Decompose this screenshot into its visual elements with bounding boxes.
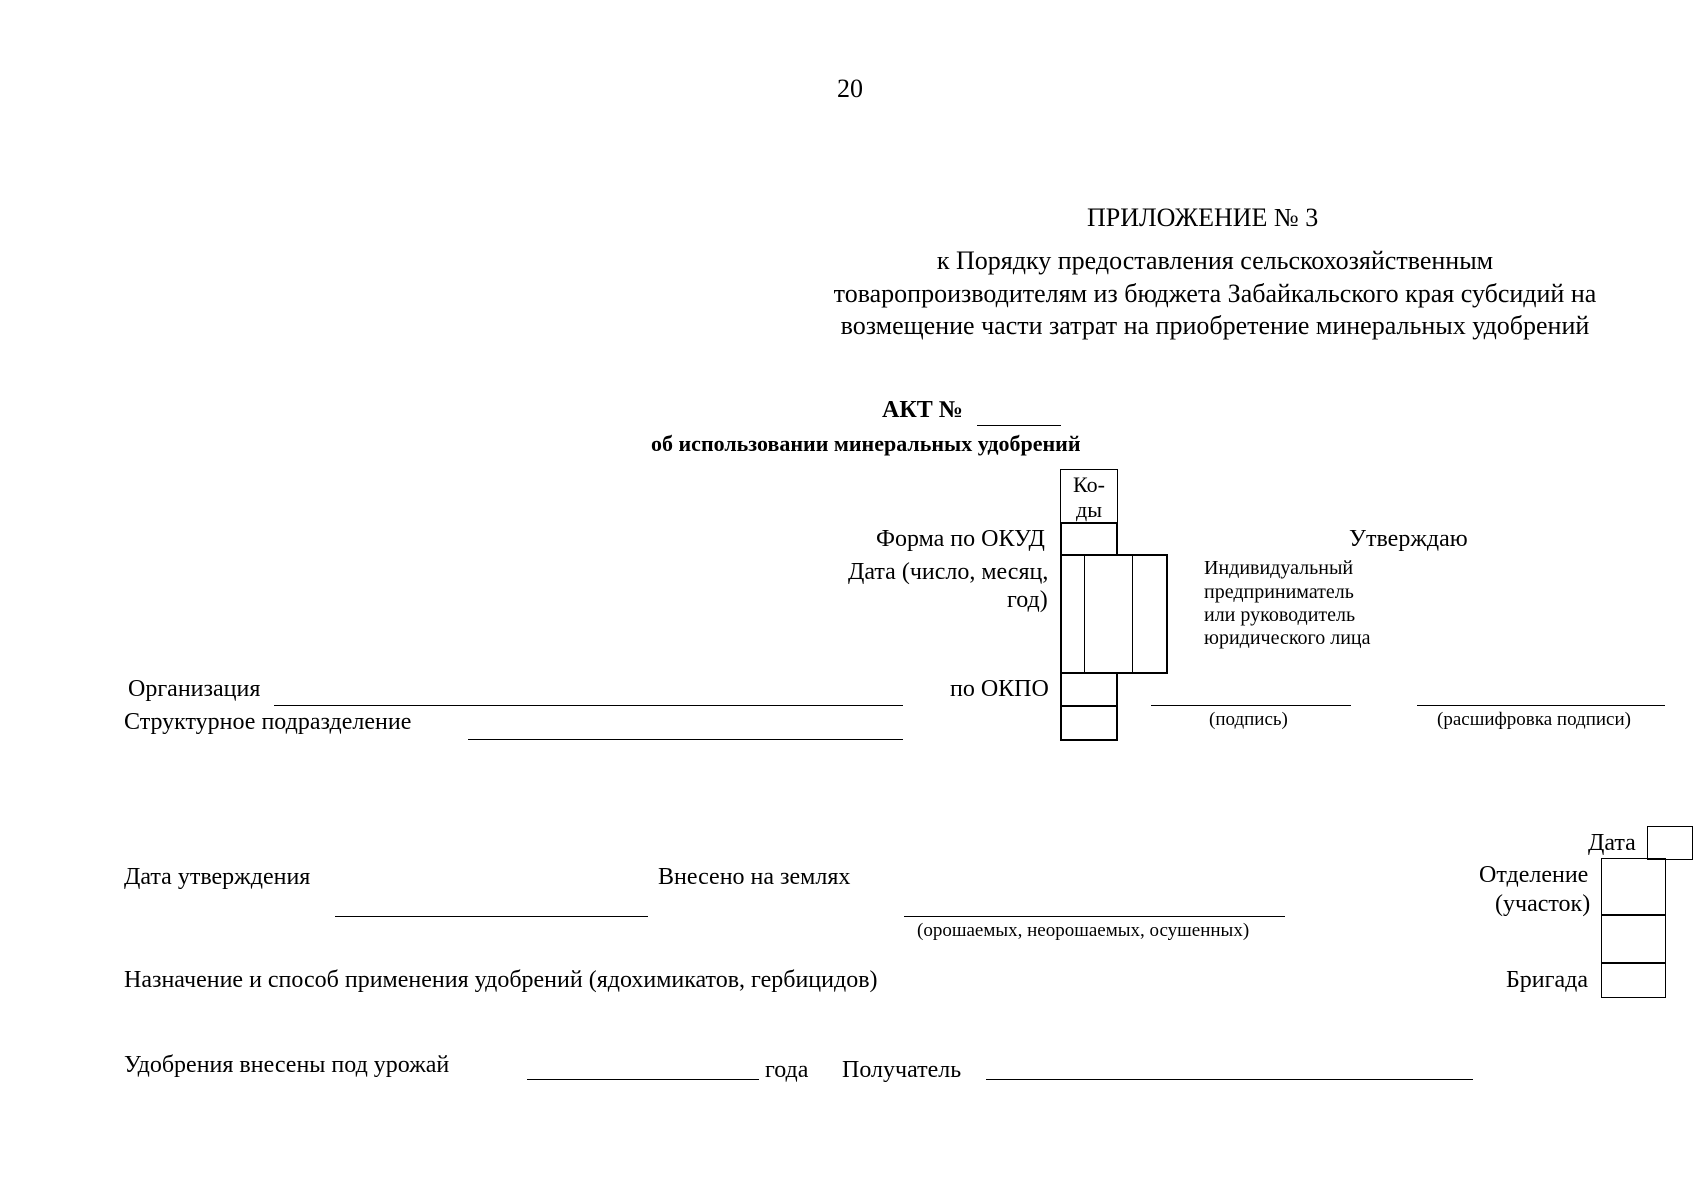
date-divider-2 — [1132, 554, 1133, 674]
approver-line-2: предприниматель — [1204, 581, 1354, 603]
approval-date-line[interactable] — [335, 916, 648, 917]
okud-label: Форма по ОКУД — [876, 526, 1045, 552]
approver-line-4: юридического лица — [1204, 627, 1371, 649]
subdivision-label: Структурное подразделение — [124, 709, 412, 735]
applied-on-label: Внесено на землях — [658, 864, 851, 890]
brigade-code-box[interactable] — [1601, 962, 1666, 998]
approver-line-1: Индивидуальный — [1204, 557, 1354, 579]
date-label-line-1: Дата (число, месяц, — [848, 559, 1049, 585]
lands-caption: (орошаемых, неорошаемых, осушенных) — [917, 920, 1250, 941]
year-label: года — [765, 1057, 809, 1083]
page-number: 20 — [837, 74, 863, 103]
organization-label: Организация — [128, 676, 261, 702]
approve-label: Утверждаю — [1349, 526, 1468, 552]
subdivision-line[interactable] — [468, 739, 903, 740]
department-label-line-2: (участок) — [1495, 891, 1591, 917]
right-date-label: Дата — [1588, 830, 1636, 856]
harvest-label: Удобрения внесены под урожай — [124, 1052, 450, 1078]
appendix-line-3: возмещение части затрат на приобретение минеральных удобрений — [840, 311, 1590, 340]
recipient-line[interactable] — [986, 1079, 1473, 1080]
department-code-box[interactable] — [1601, 858, 1666, 916]
okud-code-box[interactable] — [1060, 522, 1118, 556]
act-number-line — [977, 425, 1061, 426]
okpo-code-box[interactable] — [1060, 672, 1118, 707]
approver-line-3: или руководитель — [1204, 604, 1356, 626]
right-date-box[interactable] — [1647, 826, 1693, 860]
signature-line[interactable] — [1151, 705, 1351, 706]
signature-decode-line[interactable] — [1417, 705, 1665, 706]
brigade-label: Бригада — [1506, 967, 1588, 993]
appendix-line-2: товаропроизводителям из бюджета Забайкальского края субсидий на — [833, 279, 1597, 308]
organization-line[interactable] — [274, 705, 903, 706]
purpose-label: Назначение и способ применения удобрений (ядохимикатов, гербицидов) — [124, 967, 878, 993]
signature-caption: (подпись) — [1209, 709, 1288, 730]
department-label-line-1: Отделение — [1479, 862, 1589, 888]
codes-header-line-2: ды — [1076, 497, 1102, 522]
act-title: АКТ № — [882, 397, 963, 423]
department-code-box-2[interactable] — [1601, 914, 1666, 964]
date-code-box[interactable] — [1060, 554, 1168, 674]
lands-line[interactable] — [904, 916, 1285, 917]
approval-date-label: Дата утверждения — [124, 864, 311, 890]
recipient-label: Получатель — [842, 1057, 962, 1083]
codes-header-line-1: Ко- — [1073, 472, 1105, 497]
okpo-label: по ОКПО — [950, 676, 1049, 702]
appendix-line-1: к Порядку предоставления сельскохозяйственным — [936, 246, 1494, 275]
subdivision-code-box[interactable] — [1060, 705, 1118, 741]
harvest-year-line[interactable] — [527, 1079, 759, 1080]
date-label-line-2: год) — [1007, 587, 1048, 613]
appendix-title: ПРИЛОЖЕНИЕ № 3 — [1087, 203, 1319, 232]
signature-decode-caption: (расшифровка подписи) — [1437, 709, 1631, 730]
date-divider-1 — [1084, 554, 1085, 674]
act-subtitle: об использовании минеральных удобрений — [651, 431, 1081, 456]
